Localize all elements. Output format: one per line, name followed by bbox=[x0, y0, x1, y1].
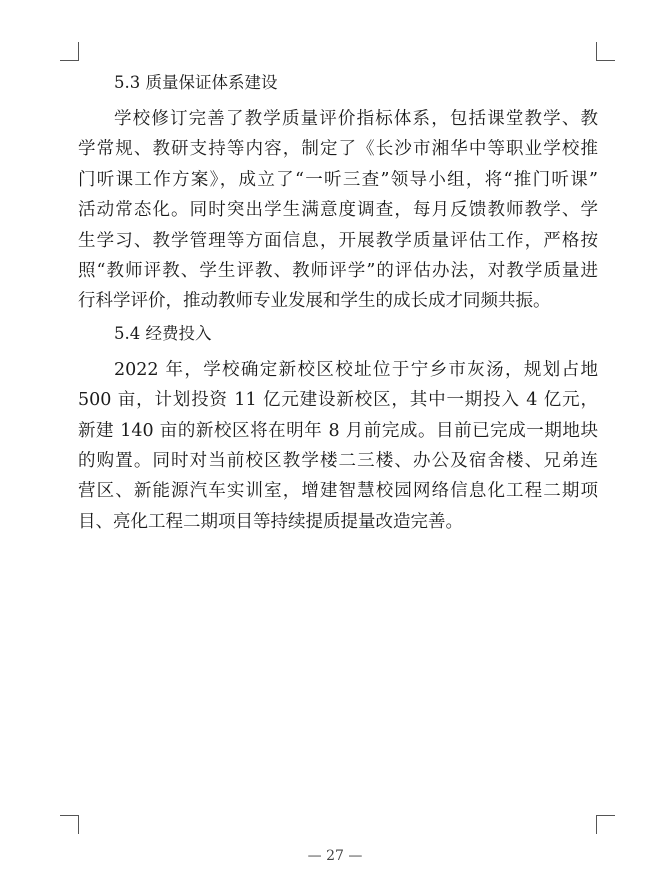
paragraph-line: 生学习、教学管理等方面信息，开展教学质量评估工作，严格按 bbox=[78, 230, 598, 251]
paragraph-line: 学常规、教研支持等内容，制定了《长沙市湘华中等职业学校推 bbox=[78, 139, 598, 160]
crop-mark-bottom-right bbox=[596, 815, 615, 834]
section-heading-5-4: 5.4 经费投入 bbox=[114, 323, 212, 343]
paragraph-line: 门听课工作方案》，成立了“一听三查”领导小组，将“推门听课” bbox=[78, 169, 598, 190]
paragraph-line: 营区、新能源汽车实训室，增建智慧校园网络信息化工程二期项 bbox=[78, 481, 598, 502]
crop-mark-top-left bbox=[60, 42, 79, 61]
paragraph-line: 活动常态化。同时突出学生满意度调查，每月反馈教师教学、学 bbox=[78, 200, 598, 221]
paragraph-line: 学校修订完善了教学质量评价指标体系，包括课堂教学、教 bbox=[114, 109, 598, 129]
crop-mark-bottom-left bbox=[60, 815, 79, 834]
crop-mark-top-right bbox=[596, 42, 615, 61]
paragraph-line: 新建 140 亩的新校区将在明年 8 月前完成。目前已完成一期地块 bbox=[78, 420, 598, 441]
paragraph-quality-assurance bbox=[78, 104, 598, 317]
paragraph-line: 行科学评价，推动教师专业发展和学生的成长成才同频共振。 bbox=[78, 291, 551, 312]
paragraph-line: 的购置。同时对当前校区教学楼二三楼、办公及宿舍楼、兄弟连 bbox=[78, 450, 598, 471]
paragraph-line: 2022 年，学校确定新校区校址位于宁乡市灰汤，规划占地 bbox=[114, 359, 598, 380]
section-heading-5-3: 5.3 质量保证体系建设 bbox=[114, 73, 278, 92]
paragraph-funding bbox=[78, 355, 598, 537]
paragraph-line: 照“教师评教、学生评教、教师评学”的评估办法，对教学质量进 bbox=[78, 260, 598, 281]
paragraph-line: 目、亮化工程二期项目等持续提质提量改造完善。 bbox=[78, 511, 463, 532]
page-number: — 27 — bbox=[307, 848, 363, 864]
page-content bbox=[78, 68, 598, 537]
paragraph-line: 500 亩，计划投资 11 亿元建设新校区，其中一期投入 4 亿元， bbox=[78, 390, 598, 411]
